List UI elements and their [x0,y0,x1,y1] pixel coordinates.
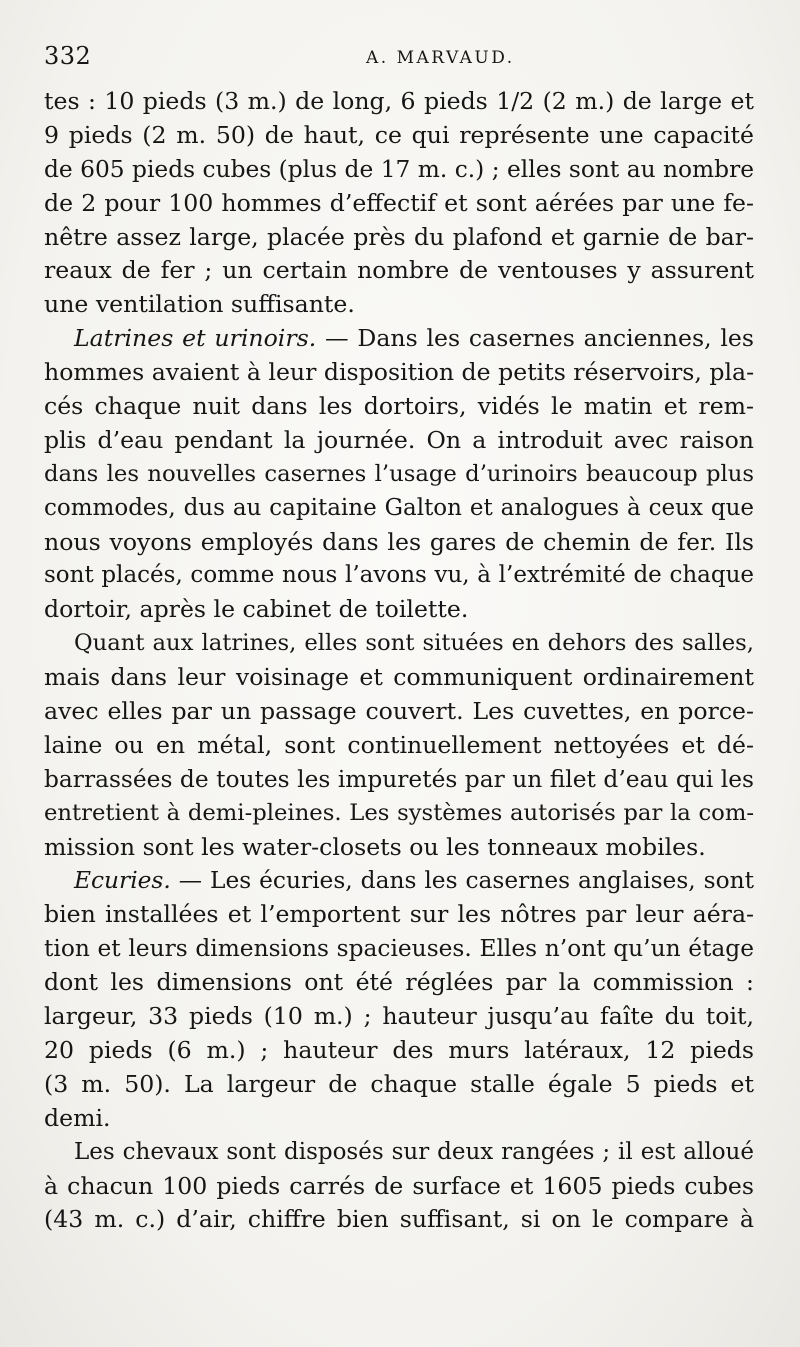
text-line: dans les nouvelles casernes l’usage d’urinoirs beaucoup plus [44,460,754,487]
text-line: commodes, dus au capitaine Galton et analogues à ceux que [44,494,754,521]
text-line: cés chaque nuit dans les dortoirs, vidés le matin et rem- [44,392,754,421]
running-head: A. MARVAUD. [366,48,515,68]
text-line: entretient à demi-pleines. Les systèmes autorisés par la com- [44,799,754,826]
text-line: 20 pieds (6 m.) ; hauteur des murs latéraux, 12 pieds [44,1035,754,1064]
text-line: reaux de fer ; un certain nombre de ventouses y assurent [44,256,754,285]
text-line: (3 m. 50). La largeur de chaque stalle égale 5 pieds et [44,1069,754,1098]
page-number: 332 [44,42,92,70]
text-line: largeur, 33 pieds (10 m.) ; hauteur jusqu’au faîte du toit, [44,1002,754,1031]
text-line: laine ou en métal, sont continuellement nettoyées et dé- [44,730,754,759]
text-run: — Les écuries, dans les casernes anglaises, sont [170,867,754,895]
text-line: tion et leurs dimensions spacieuses. Elles n’ont qu’un étage [44,935,754,963]
text-line: sont placés, comme nous l’avons vu, à l’extrémité de chaque [44,562,754,589]
text-run: — Dans les casernes anciennes, les [316,324,754,353]
body-text [44,85,754,1237]
text-line: nêtre assez large, placée près du plafond et garnie de bar- [44,222,754,251]
text-line: avec elles par un passage couvert. Les cuvettes, en porce- [44,697,754,726]
section-heading-latrines: Latrines et urinoirs. [74,324,317,353]
section-heading-line [44,864,754,898]
text-line: Quant aux latrines, elles sont situées en dehors des salles, [74,630,754,657]
text-line: bien installées et l’emportent sur les nôtres par leur aéra- [44,900,754,929]
text-line: de 2 pour 100 hommes d’effectif et sont aérées par une fe- [44,188,754,217]
page-header [44,40,760,76]
section-heading-line [44,322,754,356]
text-line: barrassées de toutes les impuretés par un filet d’eau qui les [44,765,754,793]
text-line: dortoir, après le cabinet de toilette. [44,595,469,624]
section-heading-ecuries: Ecuries. [74,867,171,895]
text-line: Les chevaux sont disposés sur deux rangées ; il est alloué [74,1138,754,1165]
text-line: à chacun 100 pieds carrés de surface et 1605 pieds cubes [44,1171,754,1200]
text-line: de 605 pieds cubes (plus de 17 m. c.) ; elles sont au nombre [44,155,754,183]
text-line: mission sont les water-closets ou les tonneaux mobiles. [44,832,706,861]
text-line: une ventilation suffisante. [44,290,355,319]
text-line: demi. [44,1103,111,1132]
text-line: tes : 10 pieds (3 m.) de long, 6 pieds 1/2 (2 m.) de large et [44,87,754,115]
text-line: nous voyons employés dans les gares de chemin de fer. Ils [44,527,754,556]
text-line: mais dans leur voisinage et communiquent ordinairement [44,663,754,692]
text-line: (43 m. c.) d’air, chiffre bien suffisant, si on le compare à [44,1205,754,1234]
text-line: 9 pieds (2 m. 50) de haut, ce qui représente une capacité [44,120,754,149]
text-line: hommes avaient à leur disposition de petits réservoirs, pla- [44,358,755,387]
text-line: dont les dimensions ont été réglées par la commission : [44,968,754,997]
text-line: plis d’eau pendant la journée. On a introduit avec raison [44,425,754,454]
